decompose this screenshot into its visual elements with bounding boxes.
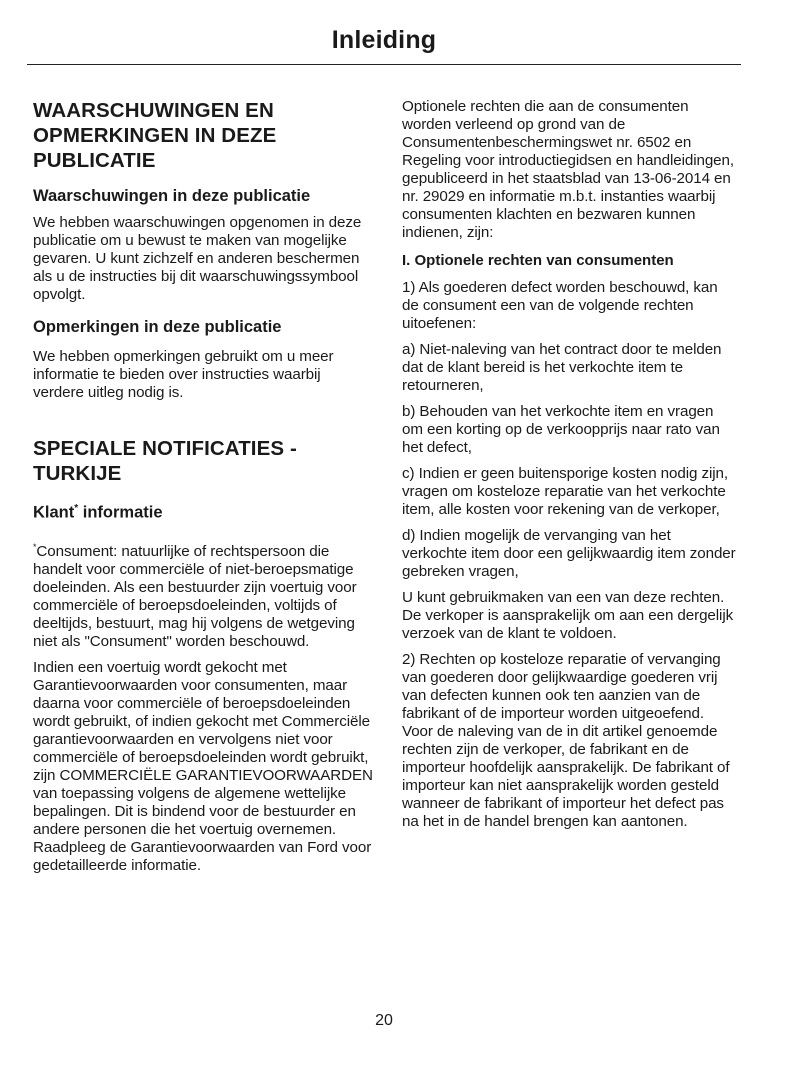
paragraph-warnings: We hebben waarschuwingen opgenomen in deze publicatie om u bewust te maken van mogelijke gevaren. U kunt zichzelf en anderen beschermen als u de instructies bij dit waarschuwingssymbool opvolgt. [33,214,362,303]
page-number: 20 [375,1012,393,1029]
section-heading-warnings: WAARSCHUWINGEN EN OPMERKINGEN IN DEZE PUBLICATIE [33,99,277,172]
subheading-customer-rest: informatie [78,503,163,522]
paragraph-right-2: 2) Rechten op kosteloze reparatie of vervanging van goederen door gelijkwaardige goederen vrij van defecten kunnen ook ten aanzien van de fabrikant of de importeur worden uitgeoefend. Voor de naleving van de in dit artikel genoemde rechten zijn de verkoper, de fabrikant en de importeur hoofdelijk aansprakelijk. De fabrikant of importeur kan niet aansprakelijk worden gesteld wanneer de fabrikant of importeur het defect pas na het in de handel brengen kan aantonen. [402,651,730,830]
paragraph-right-c: c) Indien er geen buitensporige kosten nodig zijn, vragen om kosteloze reparatie van het verkochte item, alle kosten voor rekening van de verkoper, [402,465,728,518]
subheading-notes: Opmerkingen in deze publicatie [33,318,282,336]
left-column [33,98,373,883]
subheading-optional-rights: I. Optionele rechten van consumenten [402,252,674,269]
footnote-marker: * [33,541,37,552]
subheading-customer-info [33,500,373,522]
subheading-warnings: Waarschuwingen in deze publicatie [33,187,311,205]
right-column [402,98,738,839]
paragraph-right-a: a) Niet-naleving van het contract door te melden dat de klant bereid is het verkochte item te retourneren, [402,341,722,394]
paragraph-consumer-definition [33,538,373,651]
section-heading-turkey: SPECIALE NOTIFICATIES - TURKIJE [33,437,297,485]
page-title: Inleiding [331,26,437,54]
paragraph-right-b: b) Behouden van het verkochte item en vragen om een korting op de verkoopprijs naar rato van het defect, [402,403,720,456]
header-divider [27,64,741,65]
paragraph-right-d: d) Indien mogelijk de vervanging van het verkochte item door een gelijkwaardig item zonder gebreken vragen, [402,527,736,580]
paragraph-notes: We hebben opmerkingen gebruikt om u meer informatie te bieden over instructies waarbij verdere uitleg nodig is. [33,348,334,401]
footnote-marker: * [74,503,79,514]
paragraph-use-rights: U kunt gebruikmaken van een van deze rechten. De verkoper is aansprakelijk om aan een dergelijk verzoek van de klant te voldoen. [402,589,734,642]
consumer-definition-text: Consument: natuurlijke of rechtspersoon die handelt voor commerciële of niet-beroepsmatige doeleinden. Als een bestuurder zijn voertuig voor commerciële of beroepsdoeleinden, voltijds of deeltijds, bestuurt, mag hij volgens de wetgeving niet als "Consument" worden beschouwd. [33,542,357,650]
subheading-customer-word: Klant [33,503,75,522]
paragraph-intro: Optionele rechten die aan de consumenten worden verleend op grond van de Consumentenbeschermingswet nr. 6502 en Regeling voor introductiegidsen en handleidingen, gepubliceerd in het staatsblad van 13-06-2014 en nr. 29029 en informatie m.b.t. instanties waarbij consumenten klachten en bezwaren kunnen indienen, zijn: [402,98,734,241]
paragraph-right-1: 1) Als goederen defect worden beschouwd, kan de consument een van de volgende rechten uitoefenen: [402,279,718,332]
paragraph-vehicle-warranty: Indien een voertuig wordt gekocht met Garantievoorwaarden voor consumenten, maar daarna voor commerciële of beroepsdoeleinden wordt gebruikt, of indien gekocht met Commerciële garantievoorwaarden en vervolgens niet voor commerciële of beroepsdoeleinden wordt gebruikt, zijn COMMERCIËLE GARANTIEVOORWAARDEN van toepassing volgens de algemene wettelijke bepalingen. Dit is bindend voor de bestuurder en andere personen die het voertuig overnemen. Raadpleeg de Garantievoorwaarden van Ford voor gedetailleerde informatie. [33,658,373,874]
